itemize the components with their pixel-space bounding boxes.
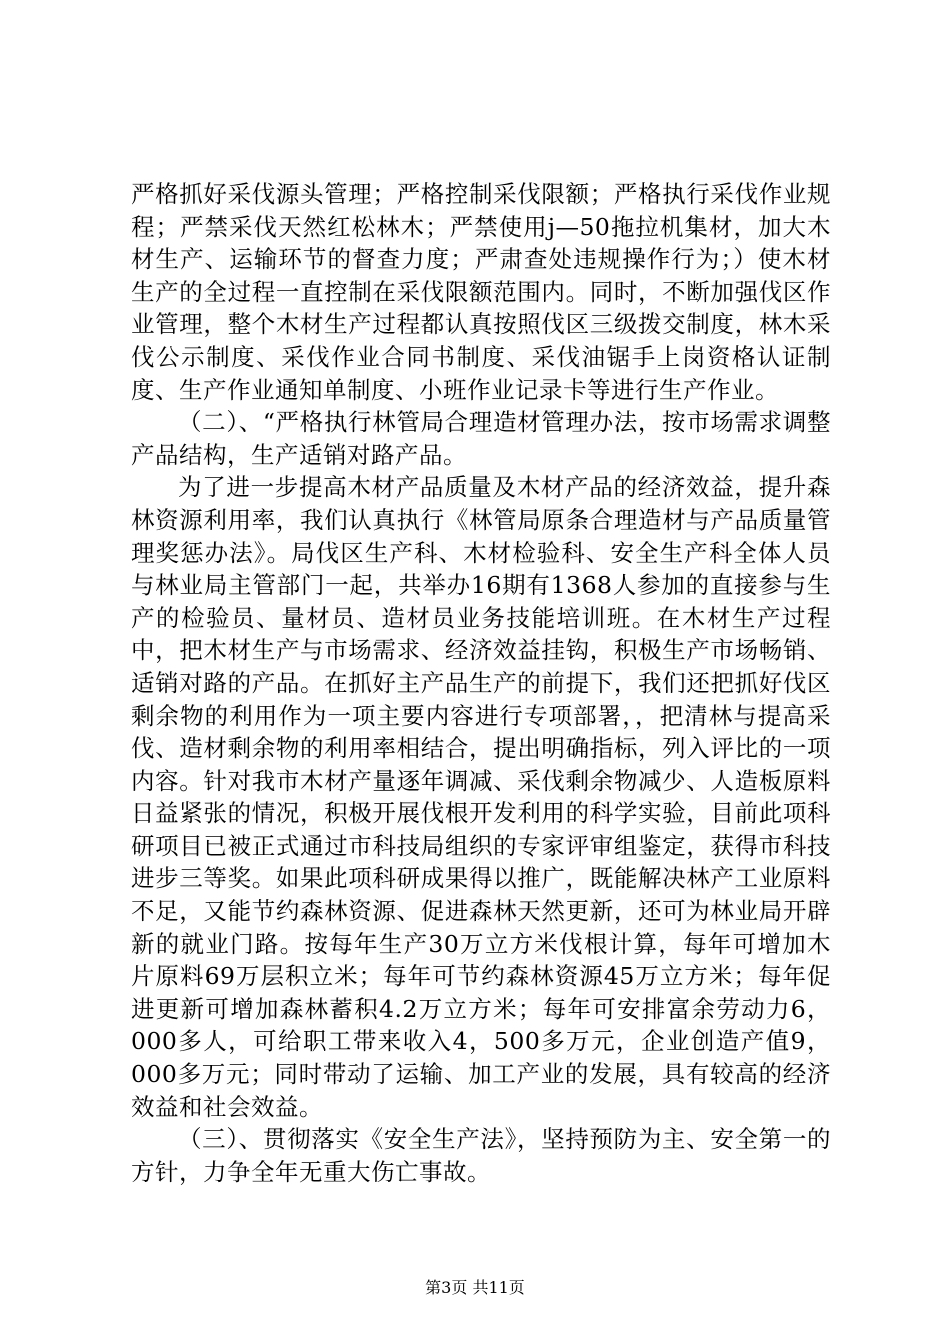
paragraph-2: （二）、“严格执行林管局合理造材管理办法，按市场需求调整产品结构，生产适销对路产品。 [131,408,831,469]
page-footer [0,1278,950,1298]
paragraph-3: 为了进一步提高木材产品质量及木材产品的经济效益，提升森林资源利用率，我们认真执行《林管局原条合理造材与产品质量管理奖惩办法》。局伐区生产科、木材检验科、安全生产科全体人员与林业局主管部门一起，共举办16期有1368人参加的直接参与生产的检验员、量材员、造材员业务技能培训班。在木材生产过程中，把木材生产与市场需求、经济效益挂钩，积极生产市场畅销、适销对路的产品。在抓好主产品生产的前提下，我们还把抓好伐区剩余物的利用作为一项主要内容进行专项部署，，把清林与提高采伐、造材剩余物的利用率相结合，提出明确指标，列入评比的一项内容。针对我市木材产量逐年调减、采伐剩余物减少、人造板原料日益紧张的情况，积极开展伐根开发利用的科学实验，目前此项科研项目已被正式通过市科技局组织的专家评审组鉴定，获得市科技进步三等奖。如果此项科研成果得以推广，既能解决林产工业原料不足，又能节约森林资源、促进森林天然更新，还可为林业局开辟新的就业门路。按每年生产30万立方米伐根计算，每年可增加木片原料69万层积立米；每年可节约森林资源45万立方米；每年促进更新可增加森林蓄积4.2万立方米；每年可安排富余劳动力6，000多人，可给职工带来收入4，500多万元，企业创造产值9，000多万元；同时带动了运输、加工产业的发展，具有较高的经济效益和社会效益。 [131,473,831,1121]
body-text [131,178,831,1188]
page-number: 第3页 共11页 [425,1278,525,1297]
paragraph-4: （三）、贯彻落实《安全生产法》，坚持预防为主、安全第一的方针，力争全年无重大伤亡事故。 [131,1125,831,1186]
paragraph-1: 严格抓好采伐源头管理；严格控制采伐限额；严格执行采伐作业规程；严禁采伐天然红松林木；严禁使用j—50拖拉机集材，加大木材生产、运输环节的督查力度；严肃查处违规操作行为；）使木材生产的全过程一直控制在采伐限额范围内。同时，不断加强伐区作业管理，整个木材生产过程都认真按照伐区三级拨交制度，林木采伐公示制度、采伐作业合同书制度、采伐油锯手上岗资格认证制度、生产作业通知单制度、小班作业记录卡等进行生产作业。 [131,180,831,404]
